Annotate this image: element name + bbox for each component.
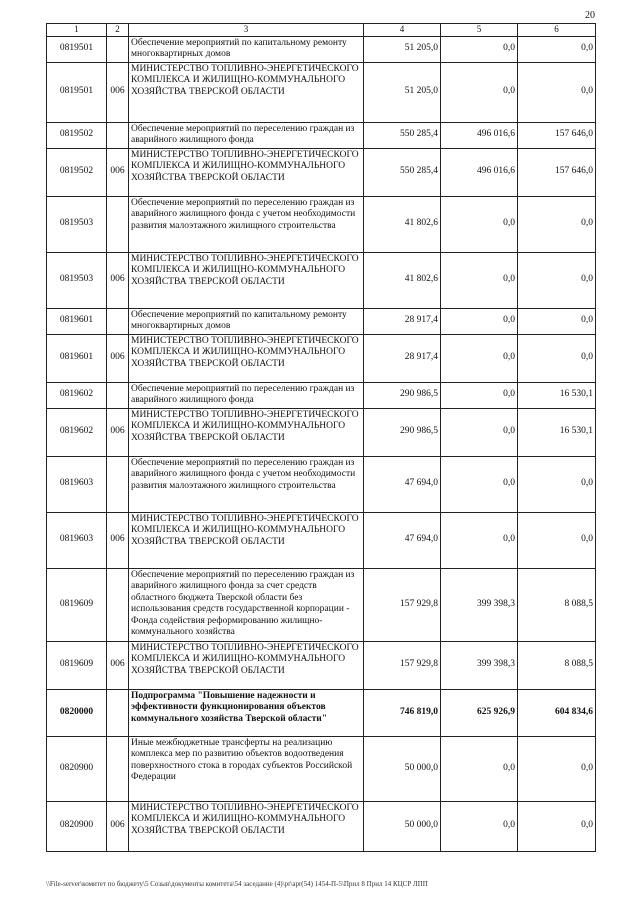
code-cell: 0819603 (47, 512, 107, 568)
name-cell: Обеспечение мероприятий по капитальному ремонту многоквартирных домов (129, 36, 364, 62)
code-cell: 0819502 (47, 148, 107, 196)
code-cell: 0819501 (47, 62, 107, 122)
name-cell: МИНИСТЕРСТВО ТОПЛИВНО-ЭНЕРГЕТИЧЕСКОГО КОМПЛЕКСА И ЖИЛИЩНО-КОММУНАЛЬНОГО ХОЗЯЙСТВА ТВЕРСКОЙ ОБЛАСТИ (129, 252, 364, 308)
code-cell: 0819601 (47, 334, 107, 382)
table-row (47, 62, 596, 122)
table-row (47, 568, 596, 641)
table-row (47, 196, 596, 252)
value-col5-cell: 0,0 (441, 36, 518, 62)
name-cell: МИНИСТЕРСТВО ТОПЛИВНО-ЭНЕРГЕТИЧЕСКОГО КОМПЛЕКСА И ЖИЛИЩНО-КОММУНАЛЬНОГО ХОЗЯЙСТВА ТВЕРСКОЙ ОБЛАСТИ (129, 62, 364, 122)
name-cell: МИНИСТЕРСТВО ТОПЛИВНО-ЭНЕРГЕТИЧЕСКОГО КОМПЛЕКСА И ЖИЛИЩНО-КОММУНАЛЬНОГО ХОЗЯЙСТВА ТВЕРСКОЙ ОБЛАСТИ (129, 408, 364, 456)
grp-cell (107, 689, 129, 736)
grp-cell: 006 (107, 252, 129, 308)
grp-cell (107, 736, 129, 801)
value-col6-cell: 16 530,1 (518, 408, 596, 456)
value-col6-cell: 0,0 (518, 36, 596, 62)
value-col5-cell: 0,0 (441, 382, 518, 408)
name-cell: МИНИСТЕРСТВО ТОПЛИВНО-ЭНЕРГЕТИЧЕСКОГО КОМПЛЕКСА И ЖИЛИЩНО-КОММУНАЛЬНОГО ХОЗЯЙСТВА ТВЕРСКОЙ ОБЛАСТИ (129, 512, 364, 568)
col-header-1: 1 (47, 24, 107, 37)
value-col6-cell: 157 646,0 (518, 122, 596, 148)
header-row (47, 24, 596, 37)
value-col4-cell: 47 694,0 (364, 456, 441, 512)
value-col4-cell: 157 929,8 (364, 641, 441, 689)
code-cell: 0819503 (47, 196, 107, 252)
value-col6-cell: 0,0 (518, 62, 596, 122)
col-header-4: 4 (364, 24, 441, 37)
value-col5-cell: 0,0 (441, 252, 518, 308)
grp-cell: 006 (107, 148, 129, 196)
value-col5-cell: 496 016,6 (441, 122, 518, 148)
table-row (47, 382, 596, 408)
value-col5-cell: 496 016,6 (441, 148, 518, 196)
table-row (47, 252, 596, 308)
value-col6-cell: 0,0 (518, 252, 596, 308)
table-row (47, 334, 596, 382)
name-cell: Обеспечение мероприятий по капитальному ремонту многоквартирных домов (129, 308, 364, 334)
table-row (47, 512, 596, 568)
table-row (47, 736, 596, 801)
name-cell: Обеспечение мероприятий по переселению граждан из аварийного жилищного фонда за счет средств областного бюджета Тверской области без использования средств государственной корпорации - Фонда содействия реформированию жилищно-коммунального хозяйства (129, 568, 364, 641)
name-cell: МИНИСТЕРСТВО ТОПЛИВНО-ЭНЕРГЕТИЧЕСКОГО КОМПЛЕКСА И ЖИЛИЩНО-КОММУНАЛЬНОГО ХОЗЯЙСТВА ТВЕРСКОЙ ОБЛАСТИ (129, 148, 364, 196)
value-col5-cell: 399 398,3 (441, 641, 518, 689)
value-col5-cell: 625 926,9 (441, 689, 518, 736)
grp-cell: 006 (107, 641, 129, 689)
value-col4-cell: 47 694,0 (364, 512, 441, 568)
value-col4-cell: 290 986,5 (364, 408, 441, 456)
value-col5-cell: 0,0 (441, 62, 518, 122)
code-cell: 0820000 (47, 689, 107, 736)
value-col6-cell: 0,0 (518, 736, 596, 801)
grp-cell (107, 456, 129, 512)
page-number: 20 (585, 10, 595, 21)
value-col4-cell: 290 986,5 (364, 382, 441, 408)
value-col4-cell: 41 802,6 (364, 196, 441, 252)
name-cell: Обеспечение мероприятий по переселению граждан из аварийного жилищного фонда с учетом необходимости развития малоэтажного жилищного строительства (129, 196, 364, 252)
grp-cell (107, 382, 129, 408)
grp-cell: 006 (107, 408, 129, 456)
value-col6-cell: 0,0 (518, 456, 596, 512)
value-col5-cell: 0,0 (441, 196, 518, 252)
name-cell: МИНИСТЕРСТВО ТОПЛИВНО-ЭНЕРГЕТИЧЕСКОГО КОМПЛЕКСА И ЖИЛИЩНО-КОММУНАЛЬНОГО ХОЗЯЙСТВА ТВЕРСКОЙ ОБЛАСТИ (129, 801, 364, 851)
value-col6-cell: 0,0 (518, 512, 596, 568)
grp-cell (107, 36, 129, 62)
code-cell: 0819609 (47, 568, 107, 641)
value-col5-cell: 0,0 (441, 408, 518, 456)
value-col6-cell: 157 646,0 (518, 148, 596, 196)
value-col4-cell: 51 205,0 (364, 36, 441, 62)
code-cell: 0819603 (47, 456, 107, 512)
grp-cell: 006 (107, 334, 129, 382)
value-col5-cell: 0,0 (441, 512, 518, 568)
col-header-3: 3 (129, 24, 364, 37)
value-col6-cell: 0,0 (518, 334, 596, 382)
col-header-5: 5 (441, 24, 518, 37)
value-col6-cell: 0,0 (518, 196, 596, 252)
value-col5-cell: 0,0 (441, 308, 518, 334)
code-cell: 0819503 (47, 252, 107, 308)
value-col4-cell: 550 285,4 (364, 122, 441, 148)
file-path-footer: \\File-server\комитет по бюджету\5 Созыв\документы комитета\54 заседание (4)\pr\apr(54) 1454-П-5\Прил 8 Прил 14 КЦСР ЛПП (46, 880, 428, 888)
grp-cell: 006 (107, 512, 129, 568)
code-cell: 0819601 (47, 308, 107, 334)
table-row (47, 36, 596, 62)
table-row (47, 801, 596, 851)
table-row (47, 408, 596, 456)
value-col5-cell: 0,0 (441, 736, 518, 801)
code-cell: 0819609 (47, 641, 107, 689)
value-col4-cell: 51 205,0 (364, 62, 441, 122)
grp-cell (107, 308, 129, 334)
code-cell: 0819502 (47, 122, 107, 148)
grp-cell: 006 (107, 62, 129, 122)
value-col5-cell: 399 398,3 (441, 568, 518, 641)
name-cell: Иные межбюджетные трансферты на реализацию комплекса мер по развитию объектов водоотведения поверхностного стока в городах субъектов Российской Федерации (129, 736, 364, 801)
code-cell: 0819602 (47, 382, 107, 408)
grp-cell (107, 196, 129, 252)
table-row (47, 456, 596, 512)
name-cell: МИНИСТЕРСТВО ТОПЛИВНО-ЭНЕРГЕТИЧЕСКОГО КОМПЛЕКСА И ЖИЛИЩНО-КОММУНАЛЬНОГО ХОЗЯЙСТВА ТВЕРСКОЙ ОБЛАСТИ (129, 334, 364, 382)
col-header-2: 2 (107, 24, 129, 37)
table-row (47, 308, 596, 334)
value-col6-cell: 16 530,1 (518, 382, 596, 408)
value-col4-cell: 50 000,0 (364, 801, 441, 851)
value-col6-cell: 0,0 (518, 308, 596, 334)
name-cell: Подпрограмма "Повышение надежности и эффективности функционирования объектов коммунального хозяйства Тверской области" (129, 689, 364, 736)
name-cell: Обеспечение мероприятий по переселению граждан из аварийного жилищного фонда (129, 382, 364, 408)
value-col6-cell: 0,0 (518, 801, 596, 851)
value-col6-cell: 8 088,5 (518, 641, 596, 689)
grp-cell (107, 568, 129, 641)
table-row (47, 148, 596, 196)
budget-table (46, 23, 596, 852)
value-col5-cell: 0,0 (441, 334, 518, 382)
value-col4-cell: 28 917,4 (364, 334, 441, 382)
table-row (47, 122, 596, 148)
name-cell: Обеспечение мероприятий по переселению граждан из аварийного жилищного фонда с учетом необходимости развития малоэтажного жилищного строительства (129, 456, 364, 512)
value-col4-cell: 28 917,4 (364, 308, 441, 334)
grp-cell (107, 122, 129, 148)
table-row (47, 689, 596, 736)
table-row (47, 641, 596, 689)
code-cell: 0820900 (47, 736, 107, 801)
code-cell: 0820900 (47, 801, 107, 851)
name-cell: Обеспечение мероприятий по переселению граждан из аварийного жилищного фонда (129, 122, 364, 148)
code-cell: 0819501 (47, 36, 107, 62)
value-col6-cell: 604 834,6 (518, 689, 596, 736)
value-col4-cell: 50 000,0 (364, 736, 441, 801)
col-header-6: 6 (518, 24, 596, 37)
value-col4-cell: 157 929,8 (364, 568, 441, 641)
grp-cell: 006 (107, 801, 129, 851)
value-col5-cell: 0,0 (441, 801, 518, 851)
value-col4-cell: 41 802,6 (364, 252, 441, 308)
value-col5-cell: 0,0 (441, 456, 518, 512)
value-col4-cell: 746 819,0 (364, 689, 441, 736)
code-cell: 0819602 (47, 408, 107, 456)
value-col6-cell: 8 088,5 (518, 568, 596, 641)
name-cell: МИНИСТЕРСТВО ТОПЛИВНО-ЭНЕРГЕТИЧЕСКОГО КОМПЛЕКСА И ЖИЛИЩНО-КОММУНАЛЬНОГО ХОЗЯЙСТВА ТВЕРСКОЙ ОБЛАСТИ (129, 641, 364, 689)
value-col4-cell: 550 285,4 (364, 148, 441, 196)
